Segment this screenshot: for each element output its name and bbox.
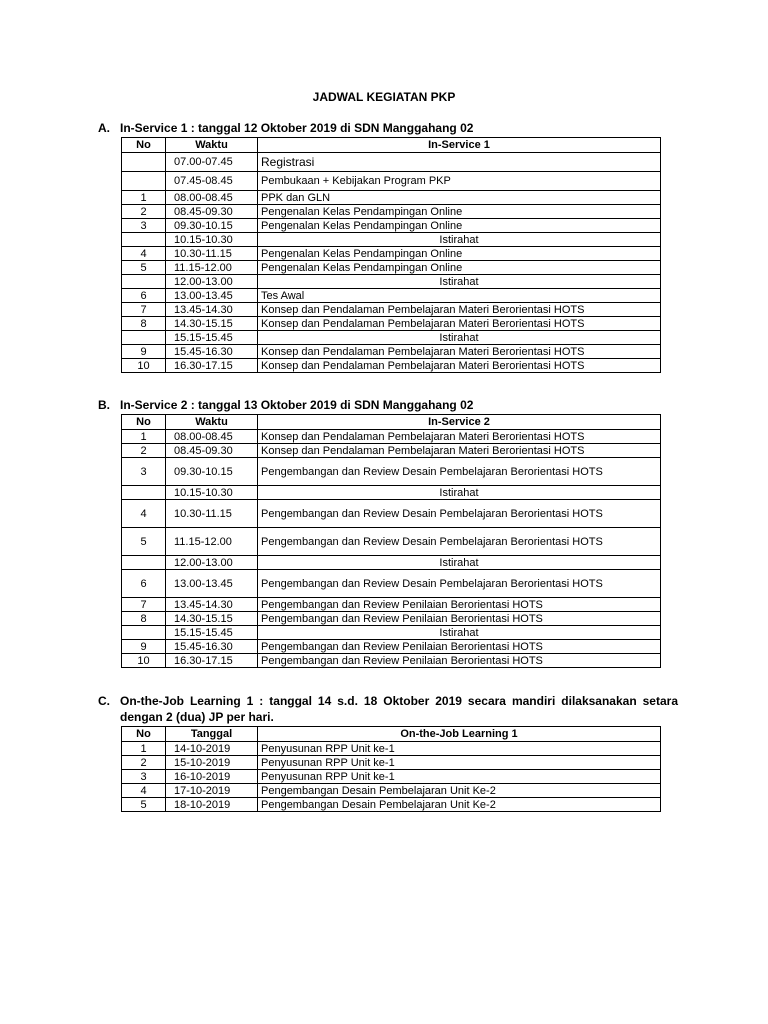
row-number: 1 xyxy=(122,742,166,756)
row-activity: Pembukaan + Kebijakan Program PKP xyxy=(258,172,661,191)
row-number: 5 xyxy=(122,261,166,275)
row-time: 11.15-12.00 xyxy=(166,528,258,556)
table-row xyxy=(122,205,661,219)
row-number: 2 xyxy=(122,444,166,458)
row-activity: Istirahat xyxy=(258,486,661,500)
row-number xyxy=(122,331,166,345)
row-activity: Penyusunan RPP Unit ke-1 xyxy=(258,756,661,770)
table-row xyxy=(122,528,661,556)
table-row xyxy=(122,570,661,598)
row-time: 07.00-07.45 xyxy=(166,153,258,172)
column-header: On-the-Job Learning 1 xyxy=(258,727,661,742)
row-activity: Pengenalan Kelas Pendampingan Online xyxy=(258,247,661,261)
row-activity: Istirahat xyxy=(258,626,661,640)
row-activity: Konsep dan Pendalaman Pembelajaran Materi Berorientasi HOTS xyxy=(258,359,661,373)
row-activity: Pengembangan dan Review Penilaian Berorientasi HOTS xyxy=(258,654,661,668)
table-header-row xyxy=(122,415,661,430)
table-row xyxy=(122,317,661,331)
row-time: 11.15-12.00 xyxy=(166,261,258,275)
row-number: 2 xyxy=(122,205,166,219)
row-time: 14.30-15.15 xyxy=(166,612,258,626)
row-time: 14.30-15.15 xyxy=(166,317,258,331)
table-row xyxy=(122,345,661,359)
table-row xyxy=(122,172,661,191)
row-time: 13.00-13.45 xyxy=(166,570,258,598)
table-row xyxy=(122,612,661,626)
row-activity: Pengembangan dan Review Penilaian Berorientasi HOTS xyxy=(258,612,661,626)
table-header-row xyxy=(122,138,661,153)
row-activity: Pengembangan dan Review Desain Pembelajaran Berorientasi HOTS xyxy=(258,500,661,528)
row-activity: Istirahat xyxy=(258,331,661,345)
row-activity: Konsep dan Pendalaman Pembelajaran Materi Berorientasi HOTS xyxy=(258,345,661,359)
row-number xyxy=(122,486,166,500)
row-number: 4 xyxy=(122,784,166,798)
table-row xyxy=(122,654,661,668)
section-letter: A. xyxy=(98,121,110,135)
row-time: 08.45-09.30 xyxy=(166,444,258,458)
table-row xyxy=(122,798,661,812)
table-row xyxy=(122,784,661,798)
row-number: 3 xyxy=(122,458,166,486)
table-row xyxy=(122,275,661,289)
section-heading-text: In-Service 1 : tanggal 12 Oktober 2019 di SDN Manggahang 02 xyxy=(120,121,474,135)
row-number: 6 xyxy=(122,570,166,598)
table-row xyxy=(122,191,661,205)
row-time: 08.00-08.45 xyxy=(166,430,258,444)
row-activity: Istirahat xyxy=(258,275,661,289)
section-b-heading xyxy=(98,397,678,413)
row-number: 1 xyxy=(122,191,166,205)
column-header: Tanggal xyxy=(166,727,258,742)
schedule-table-b xyxy=(121,414,661,668)
row-number xyxy=(122,556,166,570)
row-time: 15.45-16.30 xyxy=(166,345,258,359)
table-row xyxy=(122,430,661,444)
row-number: 4 xyxy=(122,500,166,528)
column-header: Waktu xyxy=(166,415,258,430)
column-header: In-Service 1 xyxy=(258,138,661,153)
table-row xyxy=(122,598,661,612)
row-activity: Pengembangan dan Review Desain Pembelajaran Berorientasi HOTS xyxy=(258,458,661,486)
table-row xyxy=(122,289,661,303)
row-time: 08.45-09.30 xyxy=(166,205,258,219)
schedule-table-c xyxy=(121,726,661,812)
row-time: 09.30-10.15 xyxy=(166,219,258,233)
table-row xyxy=(122,640,661,654)
row-number: 7 xyxy=(122,303,166,317)
column-header: No xyxy=(122,415,166,430)
row-number: 6 xyxy=(122,289,166,303)
row-time: 15.15-15.45 xyxy=(166,331,258,345)
row-time: 13.00-13.45 xyxy=(166,289,258,303)
section-c-heading xyxy=(98,693,678,725)
table-row xyxy=(122,444,661,458)
row-activity: Registrasi xyxy=(258,153,661,172)
row-activity: Pengembangan dan Review Penilaian Berorientasi HOTS xyxy=(258,598,661,612)
table-row xyxy=(122,219,661,233)
table-row xyxy=(122,458,661,486)
row-activity: Istirahat xyxy=(258,233,661,247)
row-date: 17-10-2019 xyxy=(166,784,258,798)
row-time: 13.45-14.30 xyxy=(166,303,258,317)
row-number xyxy=(122,275,166,289)
row-number: 5 xyxy=(122,528,166,556)
row-time: 15.45-16.30 xyxy=(166,640,258,654)
table-row xyxy=(122,303,661,317)
row-time: 10.30-11.15 xyxy=(166,500,258,528)
row-date: 18-10-2019 xyxy=(166,798,258,812)
row-time: 16.30-17.15 xyxy=(166,359,258,373)
table-row xyxy=(122,556,661,570)
table-row xyxy=(122,742,661,756)
row-activity: Pengembangan dan Review Desain Pembelajaran Berorientasi HOTS xyxy=(258,528,661,556)
document-title: JADWAL KEGIATAN PKP xyxy=(312,90,456,104)
row-activity: PPK dan GLN xyxy=(258,191,661,205)
table-row xyxy=(122,359,661,373)
row-activity: Penyusunan RPP Unit ke-1 xyxy=(258,742,661,756)
row-activity: Konsep dan Pendalaman Pembelajaran Materi Berorientasi HOTS xyxy=(258,303,661,317)
row-number: 10 xyxy=(122,654,166,668)
row-number: 1 xyxy=(122,430,166,444)
section-letter: C. xyxy=(98,694,110,708)
row-activity: Konsep dan Pendalaman Pembelajaran Materi Berorientasi HOTS xyxy=(258,444,661,458)
row-number xyxy=(122,233,166,247)
row-activity: Penyusunan RPP Unit ke-1 xyxy=(258,770,661,784)
table-row xyxy=(122,500,661,528)
table-row xyxy=(122,261,661,275)
table-row xyxy=(122,331,661,345)
section-heading-text: In-Service 2 : tanggal 13 Oktober 2019 di SDN Manggahang 02 xyxy=(120,398,474,412)
table-row xyxy=(122,247,661,261)
row-activity: Pengembangan dan Review Penilaian Berorientasi HOTS xyxy=(258,640,661,654)
row-time: 13.45-14.30 xyxy=(166,598,258,612)
row-number xyxy=(122,153,166,172)
row-number: 9 xyxy=(122,640,166,654)
row-number: 4 xyxy=(122,247,166,261)
row-number: 8 xyxy=(122,612,166,626)
row-time: 16.30-17.15 xyxy=(166,654,258,668)
row-date: 15-10-2019 xyxy=(166,756,258,770)
row-activity: Tes Awal xyxy=(258,289,661,303)
row-activity: Pengembangan Desain Pembelajaran Unit Ke-2 xyxy=(258,798,661,812)
row-activity: Pengenalan Kelas Pendampingan Online xyxy=(258,261,661,275)
row-number: 3 xyxy=(122,219,166,233)
row-time: 09.30-10.15 xyxy=(166,458,258,486)
column-header: No xyxy=(122,138,166,153)
schedule-table-a xyxy=(121,137,661,373)
row-number: 10 xyxy=(122,359,166,373)
table-row xyxy=(122,626,661,640)
row-date: 16-10-2019 xyxy=(166,770,258,784)
row-number: 2 xyxy=(122,756,166,770)
row-time: 12.00-13.00 xyxy=(166,275,258,289)
row-time: 10.15-10.30 xyxy=(166,233,258,247)
table-row xyxy=(122,486,661,500)
row-number xyxy=(122,626,166,640)
row-activity: Istirahat xyxy=(258,556,661,570)
row-number xyxy=(122,172,166,191)
row-activity: Pengenalan Kelas Pendampingan Online xyxy=(258,219,661,233)
table-row xyxy=(122,770,661,784)
row-number: 7 xyxy=(122,598,166,612)
row-activity: Konsep dan Pendalaman Pembelajaran Materi Berorientasi HOTS xyxy=(258,317,661,331)
table-header-row xyxy=(122,727,661,742)
row-time: 10.15-10.30 xyxy=(166,486,258,500)
column-header: In-Service 2 xyxy=(258,415,661,430)
row-activity: Konsep dan Pendalaman Pembelajaran Materi Berorientasi HOTS xyxy=(258,430,661,444)
row-time: 12.00-13.00 xyxy=(166,556,258,570)
row-activity: Pengembangan Desain Pembelajaran Unit Ke-2 xyxy=(258,784,661,798)
row-number: 5 xyxy=(122,798,166,812)
column-header: Waktu xyxy=(166,138,258,153)
row-time: 10.30-11.15 xyxy=(166,247,258,261)
section-letter: B. xyxy=(98,398,110,412)
row-number: 9 xyxy=(122,345,166,359)
row-time: 07.45-08.45 xyxy=(166,172,258,191)
row-date: 14-10-2019 xyxy=(166,742,258,756)
section-a-heading xyxy=(98,120,678,136)
row-number: 8 xyxy=(122,317,166,331)
row-activity: Pengembangan dan Review Desain Pembelajaran Berorientasi HOTS xyxy=(258,570,661,598)
table-row xyxy=(122,153,661,172)
column-header: No xyxy=(122,727,166,742)
table-row xyxy=(122,756,661,770)
row-time: 15.15-15.45 xyxy=(166,626,258,640)
row-activity: Pengenalan Kelas Pendampingan Online xyxy=(258,205,661,219)
row-number: 3 xyxy=(122,770,166,784)
table-row xyxy=(122,233,661,247)
section-heading-text: On-the-Job Learning 1 : tanggal 14 s.d. 18 Oktober 2019 secara mandiri dilaksanakan setara dengan 2 (dua) JP per hari. xyxy=(120,694,678,724)
row-time: 08.00-08.45 xyxy=(166,191,258,205)
